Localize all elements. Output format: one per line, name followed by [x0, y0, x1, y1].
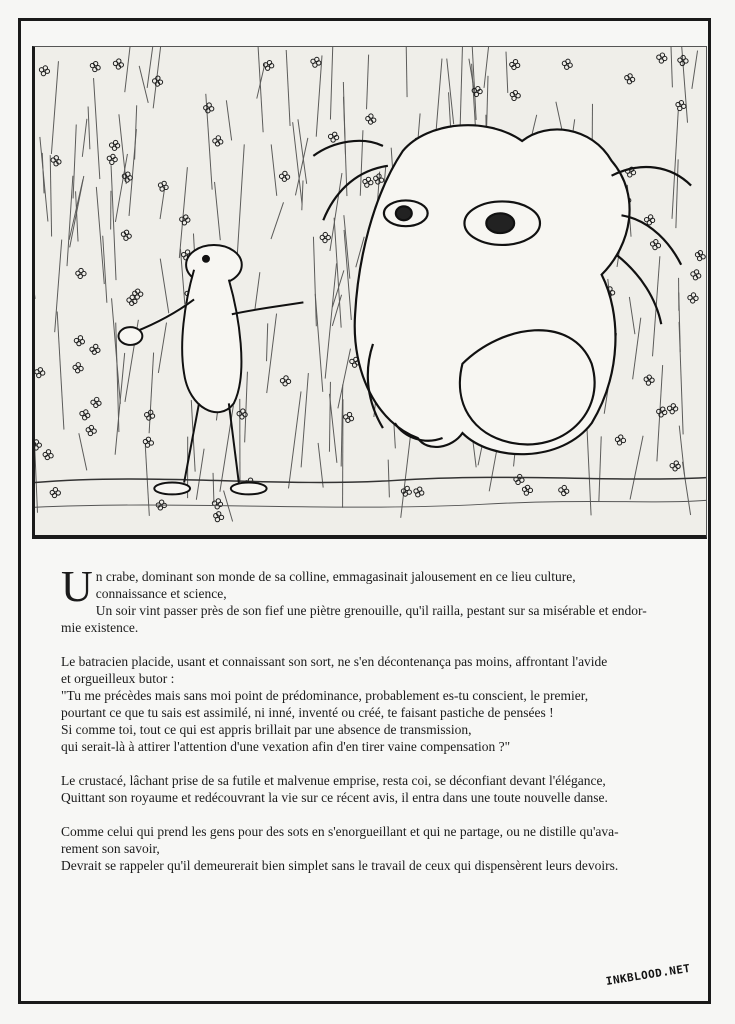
watermark-text: INKBLOOD.NET: [604, 961, 692, 988]
stanza: [61, 653, 681, 755]
crab-and-frog-sketch: [35, 47, 706, 535]
illustration-panel: [32, 46, 707, 539]
poem-line: Si comme toi, tout ce qui est appris brillait par une absence de transmission,: [61, 722, 472, 737]
poem-line: mie existence.: [61, 620, 139, 635]
poem-line: Le batracien placide, usant et connaissant son sort, ne s'en décontenança pas moins, affrontant l'avide: [61, 654, 608, 669]
poem-line: n crabe, dominant son monde de sa colline, emmagasinait jalousement en ce lieu culture,: [95, 569, 576, 584]
poem-line: Quittant son royaume et redécouvrant la vie sur ce récent avis, il entra dans une toute nouvelle danse.: [61, 790, 608, 805]
poem-line: et orgueilleux butor :: [61, 671, 175, 686]
poem-line: qui serait-là à attirer l'attention d'une vexation afin d'en tirer vaine compensation ?": [61, 739, 511, 754]
poem-line: Le crustacé, lâchant prise de sa futile et malvenue emprise, resta coi, se déconfiant devant l'élégance,: [61, 773, 606, 788]
stanza: [61, 562, 681, 636]
poem-line: "Tu me précèdes mais sans moi point de prédominance, probablement es-tu conscient, le premier,: [61, 688, 589, 703]
poem-line: pourtant ce que tu sais est assimilé, ni inné, inventé ou créé, te faisant pastiche de pensées !: [61, 705, 554, 720]
drop-cap: U: [61, 562, 93, 611]
stanza: [61, 823, 681, 874]
poem-line: Un soir vint passer près de son fief une piètre grenouille, qu'il railla, pestant sur sa misérable et endor-: [95, 603, 647, 618]
poem-line: Devrait se rappeler qu'il demeurerait bien simplet sans le travail de ceux qui dispensèrent leurs devoirs.: [61, 858, 619, 873]
poem-line: Comme celui qui prend les gens pour des sots en s'enorgueillant et qui ne partage, ou ne distille qu'ava-: [61, 824, 619, 839]
poem-line: connaissance et science,: [95, 586, 227, 601]
poem-line: rement son savoir,: [61, 841, 160, 856]
stanza: [61, 772, 681, 806]
poem: [61, 562, 681, 891]
